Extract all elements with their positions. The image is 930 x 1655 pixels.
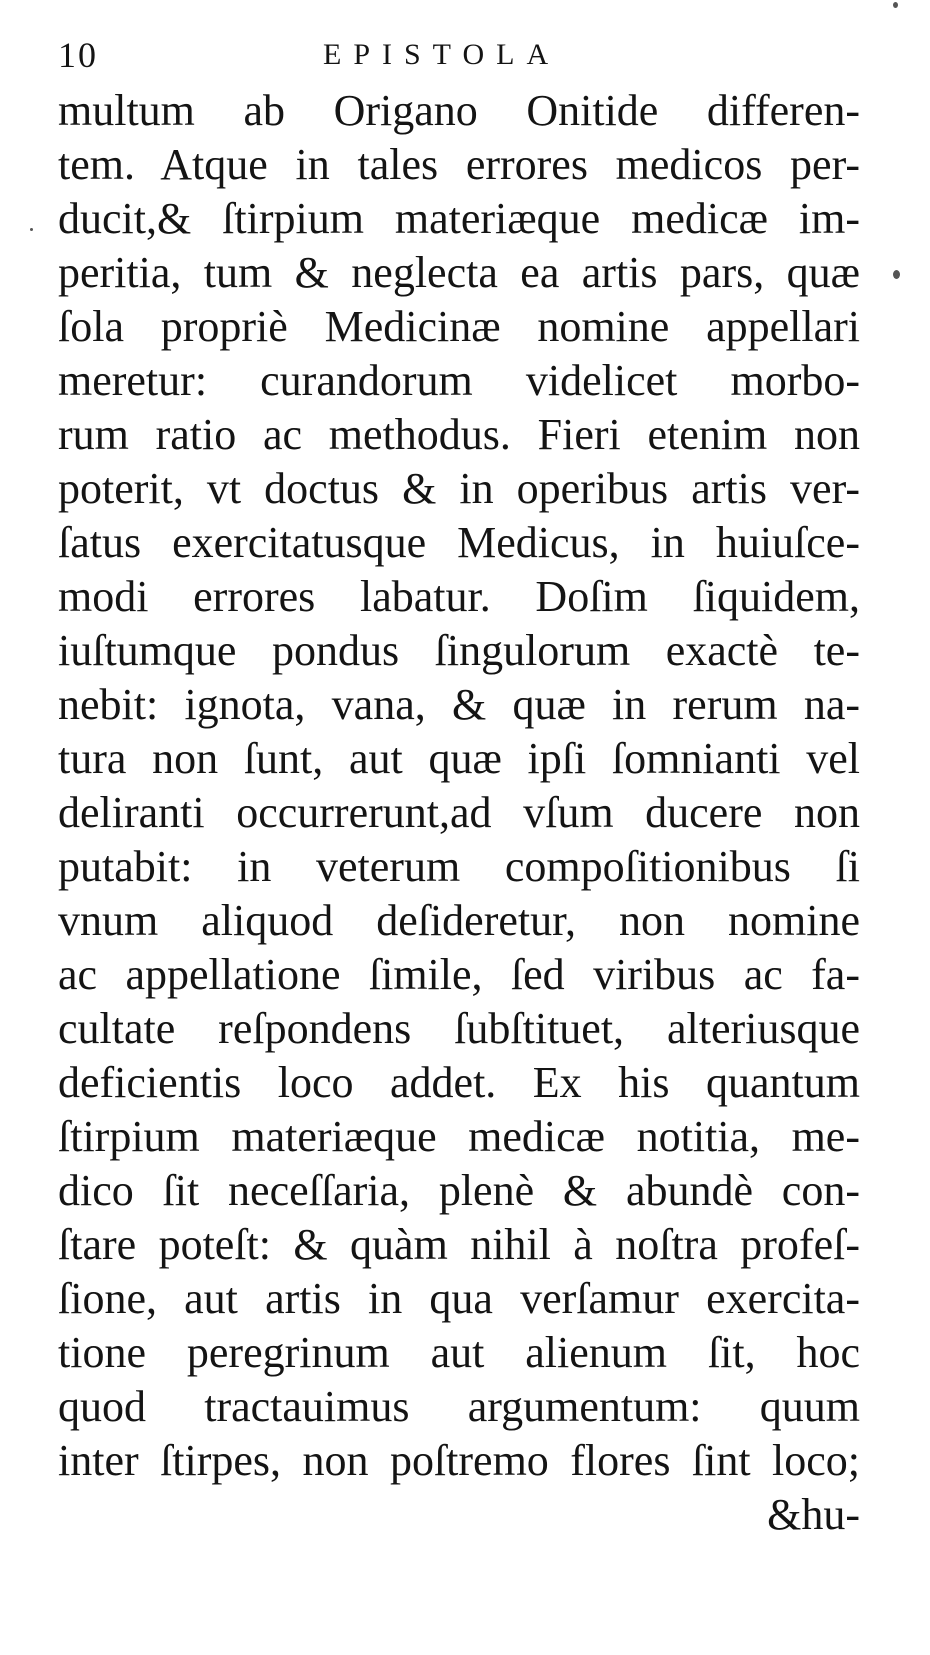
text-line: ac appellatione ſimile, ſed viribus ac fa- — [58, 950, 860, 999]
text-line: tione peregrinum aut alienum ſit, hoc — [58, 1328, 860, 1377]
ink-speck — [30, 228, 33, 231]
text-line: nebit: ignota, vana, & quæ in rerum na- — [58, 680, 860, 729]
ink-speck — [893, 270, 900, 279]
text-line: vnum aliquod deſideretur, non nomine — [58, 896, 860, 945]
text-line: meretur: curandorum videlicet morbo- — [58, 356, 860, 405]
text-line: poterit, vt doctus & in operibus artis ver- — [58, 464, 860, 513]
text-line: modi errores labatur. Doſim ſiquidem, — [58, 572, 860, 621]
text-line: quod tractauimus argumentum: quum — [58, 1382, 860, 1431]
text-line: rum ratio ac methodus. Fieri etenim non — [58, 410, 860, 459]
ink-speck — [893, 2, 898, 8]
text-line: ſatus exercitatusque Medicus, in huiuſce- — [58, 518, 860, 567]
running-title: EPISTOLA — [323, 38, 561, 71]
text-line: cultate reſpondens ſubſtituet, alteriusque — [58, 1004, 860, 1053]
text-line: ducit,& ſtirpium materiæque medicæ im- — [58, 194, 860, 243]
text-line: iuſtumque pondus ſingulorum exactè te- — [58, 626, 860, 675]
text-line: ſtirpium materiæque medicæ notitia, me- — [58, 1112, 860, 1161]
catchword: &hu- — [767, 1490, 860, 1539]
text-line: putabit: in veterum compoſitionibus ſi — [58, 842, 860, 891]
page-number: 10 — [58, 35, 98, 75]
text-line: tem. Atque in tales errores medicos per- — [58, 140, 860, 189]
text-line: ſione, aut artis in qua verſamur exercita- — [58, 1274, 860, 1323]
text-line: tura non ſunt, aut quæ ipſi ſomnianti vel — [58, 734, 860, 783]
text-line: deliranti occurrerunt,ad vſum ducere non — [58, 788, 860, 837]
text-line: ſtare poteſt: & quàm nihil à noſtra profeſ- — [58, 1220, 860, 1269]
text-line: ſola propriè Medicinæ nomine appellari — [58, 302, 860, 351]
page-header — [58, 30, 858, 80]
text-line: multum ab Origano Onitide differen- — [58, 86, 860, 135]
text-line: inter ſtirpes, non poſtremo flores ſint loco; — [58, 1436, 860, 1485]
text-line: dico ſit neceſſaria, plenè & abundè con- — [58, 1166, 860, 1215]
body-text — [58, 84, 860, 1542]
text-line: deficientis loco addet. Ex his quantum — [58, 1058, 860, 1107]
text-line: peritia, tum & neglecta ea artis pars, quæ — [58, 248, 860, 297]
